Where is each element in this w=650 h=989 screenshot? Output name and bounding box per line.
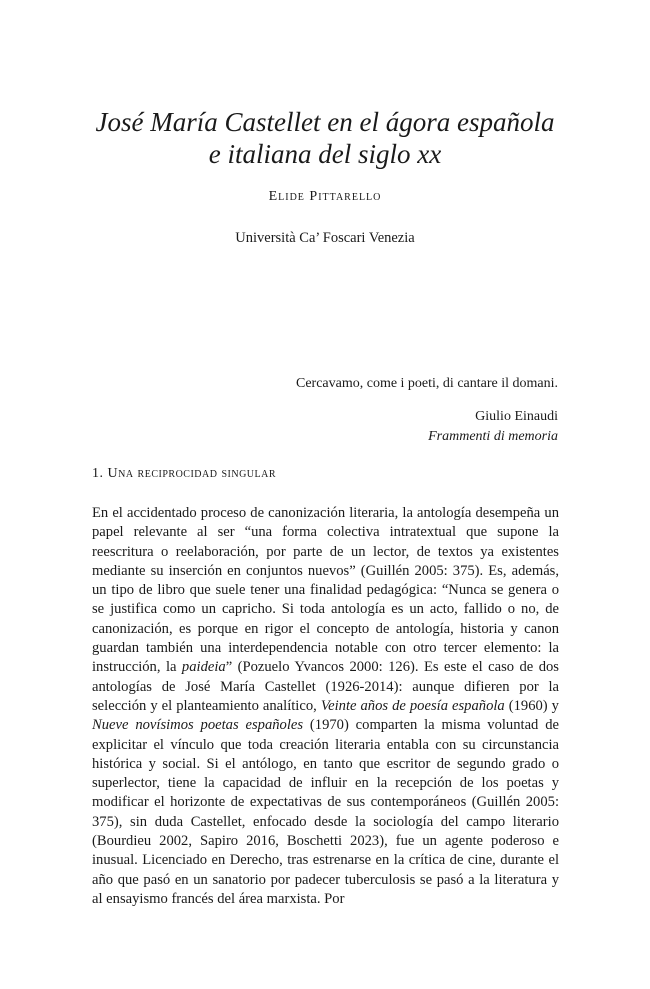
paragraph-italic-term: paideia bbox=[181, 659, 226, 676]
body-paragraph bbox=[92, 504, 559, 909]
paragraph-text-3: (1960) y bbox=[504, 697, 559, 714]
epigraph-author: Giulio Einaudi bbox=[475, 409, 558, 424]
author-name: Elide Pittarello bbox=[268, 189, 382, 204]
epigraph bbox=[138, 374, 558, 447]
epigraph-source: Frammenti di memoria bbox=[428, 429, 558, 444]
book-title-2: Nueve novísimos poetas españoles bbox=[92, 717, 304, 734]
article-title bbox=[60, 106, 590, 170]
title-line-2: e italiana del siglo xx bbox=[208, 139, 442, 169]
section-heading: 1. Una reciprocidad singular bbox=[92, 466, 277, 481]
paragraph-text-2: ” (Pozuelo Yvancos 2000: 126). Es este el caso de dos antologías de José María Castellet (1926-2014): aunque difieren por la selección y el planteamiento analítico, bbox=[92, 659, 559, 714]
title-line-1: José María Castellet en el ágora española bbox=[95, 107, 555, 137]
paragraph-text-1: En el accidentado proceso de canonización literaria, la antología desempeña un papel relevante al ser “una forma colectiva intratextual que supone la reescritura o reelaboración, por parte de un lector, de textos ya existentes mediante su inserción en conjuntos nuevos” (Guillén 2005: 375). Es, además, un tipo de libro que suele tener una finalidad pedagógica: “Nunca se genera o se justifica como un capricho. Si toda antología es un acto, fallido o no, de canonización, es porque en rigor el concepto de antología, historia y canon guardan también una interdependencia notable con otro tercer elemento: la instrucción, la bbox=[92, 505, 559, 676]
epigraph-quote: Cercavamo, come i poeti, di cantare il domani. bbox=[295, 376, 558, 391]
author-affiliation: Università Ca’ Foscari Venezia bbox=[235, 230, 415, 246]
book-title-1: Veinte años de poesía española bbox=[320, 697, 505, 714]
paragraph-text-4: (1970) comparten la misma voluntad de explicitar el vínculo que toda creación literaria entabla con su circunstancia histórica y social. Si el antólogo, en tanto que escritor de segundo grado o superlector, tiene la capacidad de influir en la recepción de los poetas y modificar el horizonte de expectativas de sus contemporáneos (Guillén 2005: 375), sin duda Castellet, enfocado desde la sociología del campo literario (Bourdieu 2002, Sapiro 2016, Boschetti 2023), fue un agente poderoso e inusual. Licenciado en Derecho, tras estrenarse en la crítica de cine, durante el año que pasó en un sanatorio por padecer tuberculosis se pasó a la literatura y al ensayismo francés del área marxista. Por bbox=[92, 717, 559, 907]
